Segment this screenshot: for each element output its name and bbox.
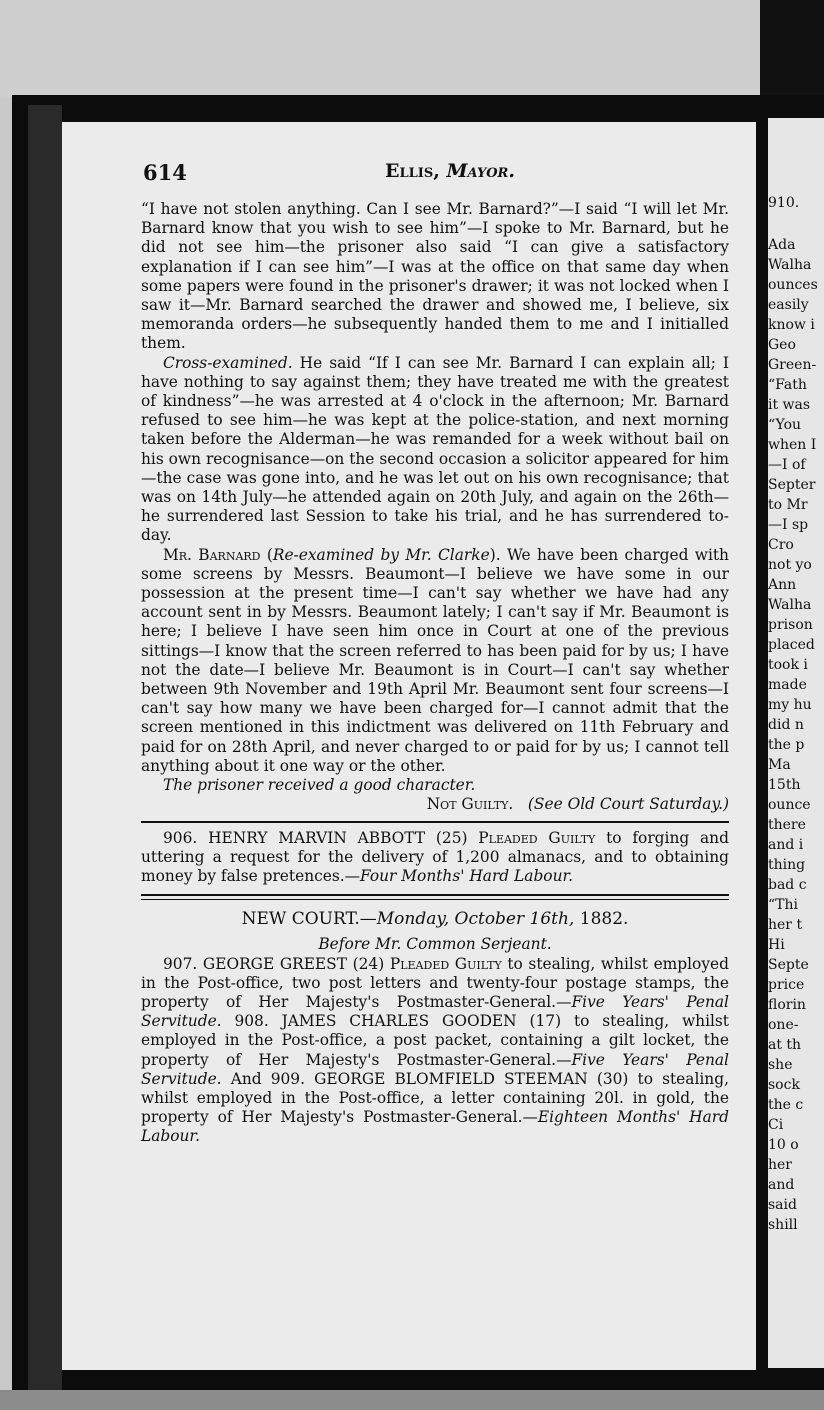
case-906: 906. HENRY MARVIN ABBOTT (25) Pleaded Guilty to forging and uttering a request for the delivery of 1,200 almanacs, and to obtaining money by false pretences.—Four Months' Hard Labour. <box>141 828 729 885</box>
right-page-line: 910. <box>768 195 800 211</box>
before-judge: Before Mr. Common Serjeant. <box>318 935 552 954</box>
character-statement: The prisoner received a good character. <box>163 776 476 795</box>
right-page-line: 15th <box>768 777 801 793</box>
right-page-line: Green- <box>768 357 817 373</box>
verdict: Not Guilty. (See Old Court Saturday.) <box>426 795 729 814</box>
right-page-line: Cro <box>768 537 794 553</box>
scan-background-top <box>0 0 824 98</box>
right-page-line: Ma <box>768 757 791 773</box>
right-page-line: sock <box>768 1077 800 1093</box>
running-title: Ellis, Mayor. <box>385 160 515 182</box>
page-number: 614 <box>143 160 187 185</box>
right-page-line: to Mr <box>768 497 808 513</box>
right-page-line: when I <box>768 437 817 453</box>
right-page-line: her t <box>768 917 803 933</box>
right-page-line: it was <box>768 397 811 413</box>
cases-907-909: 907. GEORGE GREEST (24) Pleaded Guilty to stealing, whilst employed in the Post-office, two post letters and twenty-four postage stamps, the property of Her Majesty's Postmaster-General.—Five Years' Penal Servitude. 908. JAMES CHARLES GOODEN (17) to stealing, whilst employed in the Post-office, a post packet, containing a gilt locket, the property of Her Majesty's Postmaster-General.—Five Years' Penal Servitude. And 909. GEORGE BLOMFIELD STEEMAN (30) to stealing, whilst employed in the Post-office, a letter containing 20l. in gold, the property of Her Majesty's Postmaster-General.—Eighteen Months' Hard Labour. <box>141 954 729 1146</box>
right-page-line: price <box>768 977 805 993</box>
right-page-line: there <box>768 817 806 833</box>
paragraph-cross-examined: Cross-examined. He said “If I can see Mr. Barnard I can explain all; I have nothing to say against them; they have treated me with the greatest of kindness”—he was arrested at 4 o'clock in the afternoon; Mr. Barnard refused to see him—he was kept at the police-station, and next morning taken before the Alderman—he was remanded for a week without bail on his own recognisance—on the second occasion a solicitor appeared for him—the case was gone into, and he was let out on his own recognisance; that was on 14th July—he attended again on 20th July, and again on the 26th—he surrendered last Session to take his trial, and he has surrendered to-day. <box>141 353 729 545</box>
right-page-line: the c <box>768 1097 804 1113</box>
right-page-line: Walha <box>768 257 812 273</box>
right-page-line: bad c <box>768 877 807 893</box>
right-page-line: not yo <box>768 557 812 573</box>
right-page-line: Walha <box>768 597 812 613</box>
right-page-line: Septe <box>768 957 809 973</box>
court-heading: NEW COURT.—Monday, October 16th, 1882. <box>241 909 629 930</box>
right-page-line: thing <box>768 857 806 873</box>
paragraph-testimony: “I have not stolen anything. Can I see Mr. Barnard?”—I said “I will let Mr. Barnard know that you wish to see him”—I spoke to Mr. Barnard, but he did not see him—the prisoner also said “I can give a satisfactory explanation if I can see him”—I was at the office on that same day when some papers were found in the prisoner's drawer; it was not locked when I saw it—Mr. Barnard searched the drawer and showed me, I believe, six memoranda orders—he subsequently handed them to me and I initialled them. <box>141 200 729 353</box>
right-page-line: one- <box>768 1017 799 1033</box>
scan-dark-corner <box>760 0 824 98</box>
right-page-line: my hu <box>768 697 812 713</box>
right-page-line: and <box>768 1177 795 1193</box>
right-page-line: Ada <box>768 237 796 253</box>
right-page-line: “Thi <box>768 897 798 913</box>
right-page-line: easily <box>768 297 809 313</box>
right-page-line: ounce <box>768 797 811 813</box>
right-page-line: 10 o <box>768 1137 799 1153</box>
right-page-line: made <box>768 677 807 693</box>
right-page-line: she <box>768 1057 793 1073</box>
cross-examined-label: Cross-examined. <box>163 353 293 372</box>
right-page-line: prison <box>768 617 813 633</box>
double-divider <box>141 894 729 900</box>
right-page-line: know i <box>768 317 815 333</box>
divider <box>141 821 729 823</box>
right-page-line: took i <box>768 657 808 673</box>
page-body <box>141 200 729 1147</box>
right-page-line: “You <box>768 417 802 433</box>
right-page-line: her <box>768 1157 792 1173</box>
right-page-line: —I sp <box>768 517 809 533</box>
scan-bottom-edge <box>0 1390 824 1410</box>
right-page-line: Septer <box>768 477 816 493</box>
right-page-line: said <box>768 1197 797 1213</box>
right-page-line: did n <box>768 717 804 733</box>
paragraph-re-examined: Mr. Barnard (Re-examined by Mr. Clarke). We have been charged with some screens by Messrs. Beaumont—I believe we have some in our possession at the present time—I can't say whether we have had any account sent in by Messrs. Beaumont lately; I can't say if Mr. Beaumont is here; I believe I have seen him once in Court at one of the previous sittings—I know that the screen referred to has been paid for by us; I have not the date—I believe Mr. Beaumont is in Court—I can't say whether between 9th November and 19th April Mr. Beaumont sent four screens—I can't say how many we have been charged for—I cannot admit that the screen mentioned in this indictment was delivered on 11th February and paid for on 28th April, and never charged to or paid for by us; I cannot tell anything about it one way or the other. <box>141 545 729 775</box>
right-page-line: “Fath <box>768 377 807 393</box>
right-page-line: Ann <box>768 577 797 593</box>
right-page-line: at th <box>768 1037 802 1053</box>
right-page-line: Ci <box>768 1117 784 1133</box>
right-page-line: Geo <box>768 337 796 353</box>
running-head <box>143 160 743 184</box>
right-page-line: —I of <box>768 457 806 473</box>
right-page-line: the p <box>768 737 805 753</box>
right-page-line: florin <box>768 997 806 1013</box>
right-page-line: placed <box>768 637 815 653</box>
right-page-line: and i <box>768 837 804 853</box>
right-page-line: shill <box>768 1217 798 1233</box>
right-page-line: Hi <box>768 937 785 953</box>
right-page-line: ounces <box>768 277 818 293</box>
page-edge <box>28 105 62 1390</box>
right-page-fragment <box>768 118 824 1368</box>
